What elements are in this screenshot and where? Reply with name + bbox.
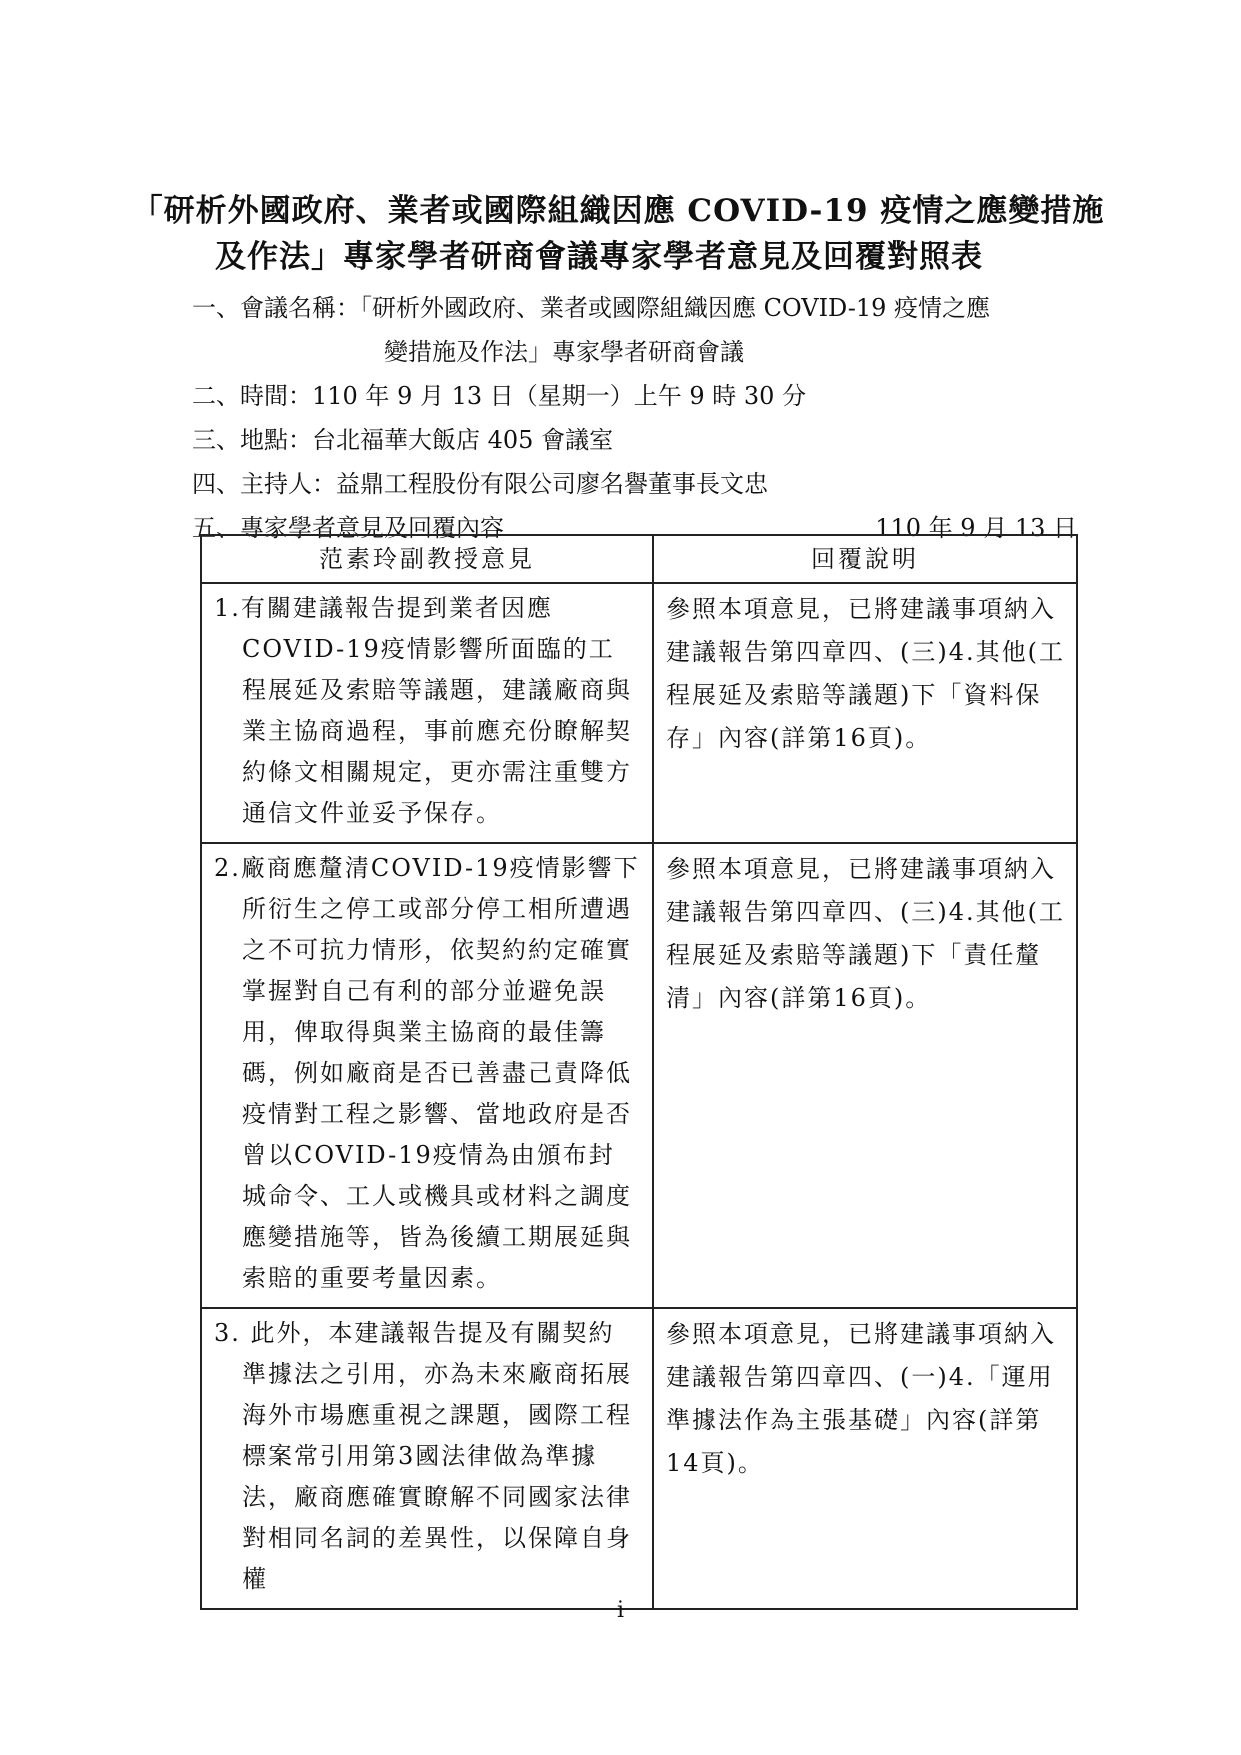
meeting-host: 四、主持人：益鼎工程股份有限公司廖名譽董事長文忠 (192, 470, 768, 498)
document-title (131, 188, 1110, 280)
reply-cell (653, 583, 1077, 843)
header-opinion: 范素玲副教授意見 (201, 535, 653, 583)
opinion-reply-table (200, 534, 1078, 1610)
opinion-cell (201, 1308, 653, 1609)
meeting-name-line-2: 變措施及作法」專家學者研商會議 (384, 338, 744, 366)
opinion-text: 2.廠商應釐清COVID-19疫情影響下所衍生之停工或部分停工相所遭遇之不可抗力情形，依契約約定確實掌握對自己有利的部分並避免誤用，俾取得與業主協商的最佳籌碼，例如廠商是否已善盡己責降低疫情對工程之影響、當地政府是否曾以COVID-19疫情為由頒布封城命令、工人或機具或材料之調度應變措施等，皆為後續工期展延與索賠的重要考量因素。 (214, 854, 640, 1292)
reply-text: 參照本項意見，已將建議事項納入建議報告第四章四、(三)4.其他(工程展延及索賠等議題)下「資料保存」內容(詳第16頁)。 (666, 595, 1065, 752)
opinion-text: 1.有關建議報告提到業者因應COVID-19疫情影響所面臨的工程展延及索賠等議題，建議廠商與業主協商過程，事前應充份瞭解契約條文相關規定，更亦需注重雙方通信文件並妥予保存。 (214, 594, 632, 827)
page-number: i (616, 1598, 625, 1623)
table-row (201, 1308, 1077, 1609)
reply-cell (653, 1308, 1077, 1609)
meeting-info (192, 286, 1092, 550)
opinion-cell (201, 843, 653, 1308)
section-heading: 五、專家學者意見及回覆內容 (192, 514, 504, 542)
table-header-row (201, 535, 1077, 583)
title-line-1: 「研析外國政府、業者或國際組織因應 COVID-19 疫情之應變措施 (131, 193, 1105, 229)
title-line-2: 及作法」專家學者研商會議專家學者意見及回覆對照表 (215, 239, 983, 275)
meeting-time: 二、時間：110 年 9 月 13 日（星期一）上午 9 時 30 分 (192, 382, 807, 410)
meeting-name-line-1: 一、會議名稱：「研析外國政府、業者或國際組織因應 COVID-19 疫情之應 (192, 294, 991, 322)
opinion-text: 3. 此外，本建議報告提及有關契約準據法之引用，亦為未來廠商拓展海外市場應重視之課題，國際工程標案常引用第3國法律做為準據法，廠商應確實瞭解不同國家法律對相同名詞的差異性，以保障自身權 (214, 1319, 632, 1593)
reply-text: 參照本項意見，已將建議事項納入建議報告第四章四、(一)4.「運用準據法作為主張基礎」內容(詳第14頁)。 (666, 1320, 1056, 1477)
meeting-place: 三、地點：台北福華大飯店 405 會議室 (192, 426, 614, 454)
header-reply: 回覆說明 (653, 535, 1077, 583)
opinion-cell (201, 583, 653, 843)
table-row (201, 843, 1077, 1308)
table-row (201, 583, 1077, 843)
reply-text: 參照本項意見，已將建議事項納入建議報告第四章四、(三)4.其他(工程展延及索賠等議題)下「責任釐清」內容(詳第16頁)。 (666, 855, 1065, 1012)
document-date: 110 年 9 月 13 日 (875, 514, 1077, 542)
reply-cell (653, 843, 1077, 1308)
